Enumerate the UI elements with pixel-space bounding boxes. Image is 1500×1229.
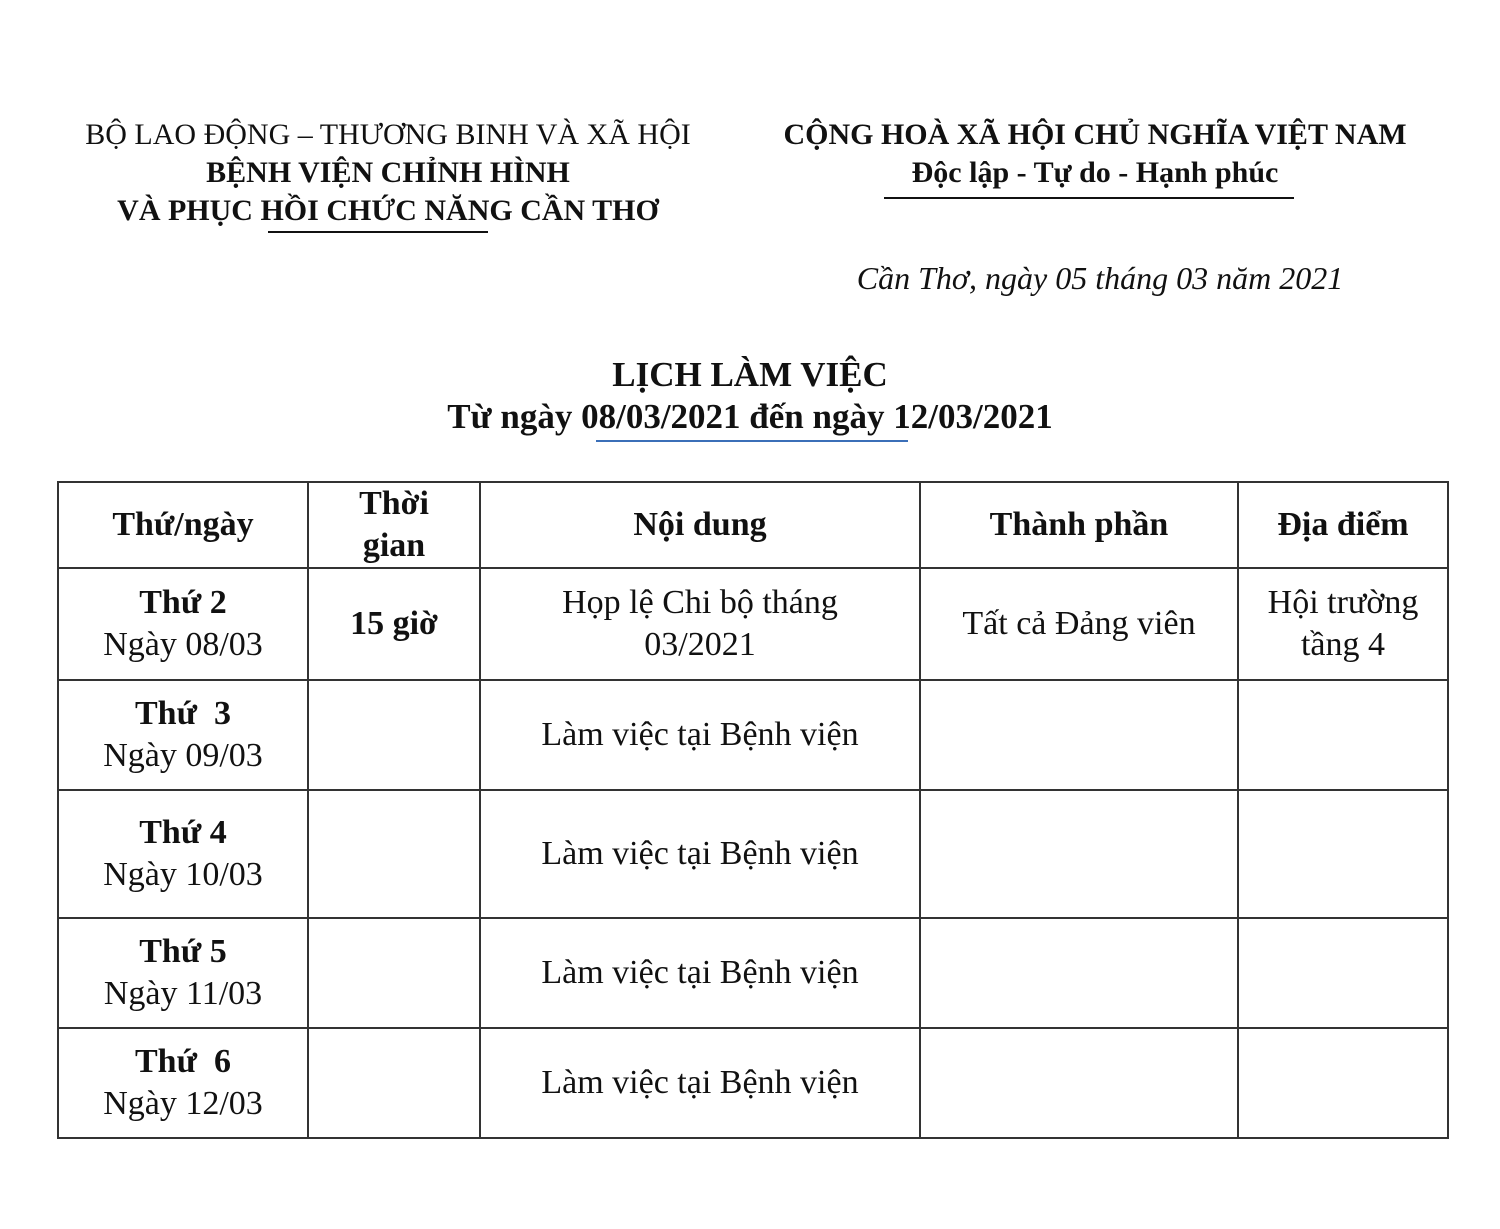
date: Ngày 11/03 <box>103 975 263 1012</box>
date: Ngày 12/03 <box>103 1085 263 1122</box>
participants-cell: Tất cả Đảng viên <box>920 568 1238 680</box>
content-cell: Làm việc tại Bệnh viện <box>480 918 920 1028</box>
title-main: LỊCH LÀM VIỆC <box>612 355 888 394</box>
participants-cell <box>920 680 1238 790</box>
location-cell: Hội trường tầng 4 <box>1238 568 1448 680</box>
content-cell: Họp lệ Chi bộ tháng 03/2021 <box>480 568 920 680</box>
col-header-content: Nội dung <box>480 482 920 568</box>
time-cell <box>308 790 480 918</box>
day-cell <box>58 568 308 680</box>
weekday: Thứ 3 <box>135 695 231 732</box>
table-row <box>58 1028 1448 1138</box>
content-cell: Làm việc tại Bệnh viện <box>480 1028 920 1138</box>
col-header-day: Thứ/ngày <box>58 482 308 568</box>
title-underline <box>596 440 908 442</box>
col-header-participants: Thành phần <box>920 482 1238 568</box>
participants-cell <box>920 790 1238 918</box>
table-header-row <box>58 482 1448 568</box>
table-row <box>58 680 1448 790</box>
date: Ngày 09/03 <box>103 737 263 774</box>
table-row <box>58 918 1448 1028</box>
ministry-name: BỘ LAO ĐỘNG – THƯƠNG BINH VÀ XÃ HỘI <box>85 118 691 151</box>
hospital-name-line1: BỆNH VIỆN CHỈNH HÌNH <box>206 156 570 189</box>
national-header <box>745 116 1445 192</box>
document-title <box>0 354 1500 438</box>
content-cell: Làm việc tại Bệnh viện <box>480 790 920 918</box>
organization-header <box>48 116 728 230</box>
col-header-location: Địa điểm <box>1238 482 1448 568</box>
weekday: Thứ 5 <box>139 933 227 970</box>
day-cell <box>58 1028 308 1138</box>
weekday: Thứ 4 <box>139 814 227 851</box>
schedule-table <box>57 481 1449 1139</box>
day-cell <box>58 790 308 918</box>
table-row <box>58 568 1448 680</box>
location-cell <box>1238 1028 1448 1138</box>
time-cell <box>308 1028 480 1138</box>
country-name: CỘNG HOÀ XÃ HỘI CHỦ NGHĨA VIỆT NAM <box>783 118 1407 151</box>
content-cell: Làm việc tại Bệnh viện <box>480 680 920 790</box>
participants-cell <box>920 918 1238 1028</box>
date: Ngày 08/03 <box>103 626 263 663</box>
weekday: Thứ 2 <box>139 584 227 621</box>
national-motto: Độc lập - Tự do - Hạnh phúc <box>911 156 1279 189</box>
table-row <box>58 790 1448 918</box>
motto-underline <box>884 197 1294 199</box>
participants-cell <box>920 1028 1238 1138</box>
time-cell <box>308 918 480 1028</box>
time-cell <box>308 680 480 790</box>
col-header-time: Thời gian <box>308 482 480 568</box>
header-left-underline <box>268 231 488 233</box>
location-cell <box>1238 918 1448 1028</box>
place-date: Cần Thơ, ngày 05 tháng 03 năm 2021 <box>856 260 1344 296</box>
hospital-name-line2: VÀ PHỤC HỒI CHỨC NĂNG CẦN THƠ <box>117 194 659 227</box>
time-cell: 15 giờ <box>308 568 480 680</box>
weekday: Thứ 6 <box>135 1043 231 1080</box>
title-date-range: Từ ngày 08/03/2021 đến ngày 12/03/2021 <box>447 397 1053 436</box>
day-cell <box>58 680 308 790</box>
date: Ngày 10/03 <box>103 856 263 893</box>
location-cell <box>1238 790 1448 918</box>
day-cell <box>58 918 308 1028</box>
location-cell <box>1238 680 1448 790</box>
